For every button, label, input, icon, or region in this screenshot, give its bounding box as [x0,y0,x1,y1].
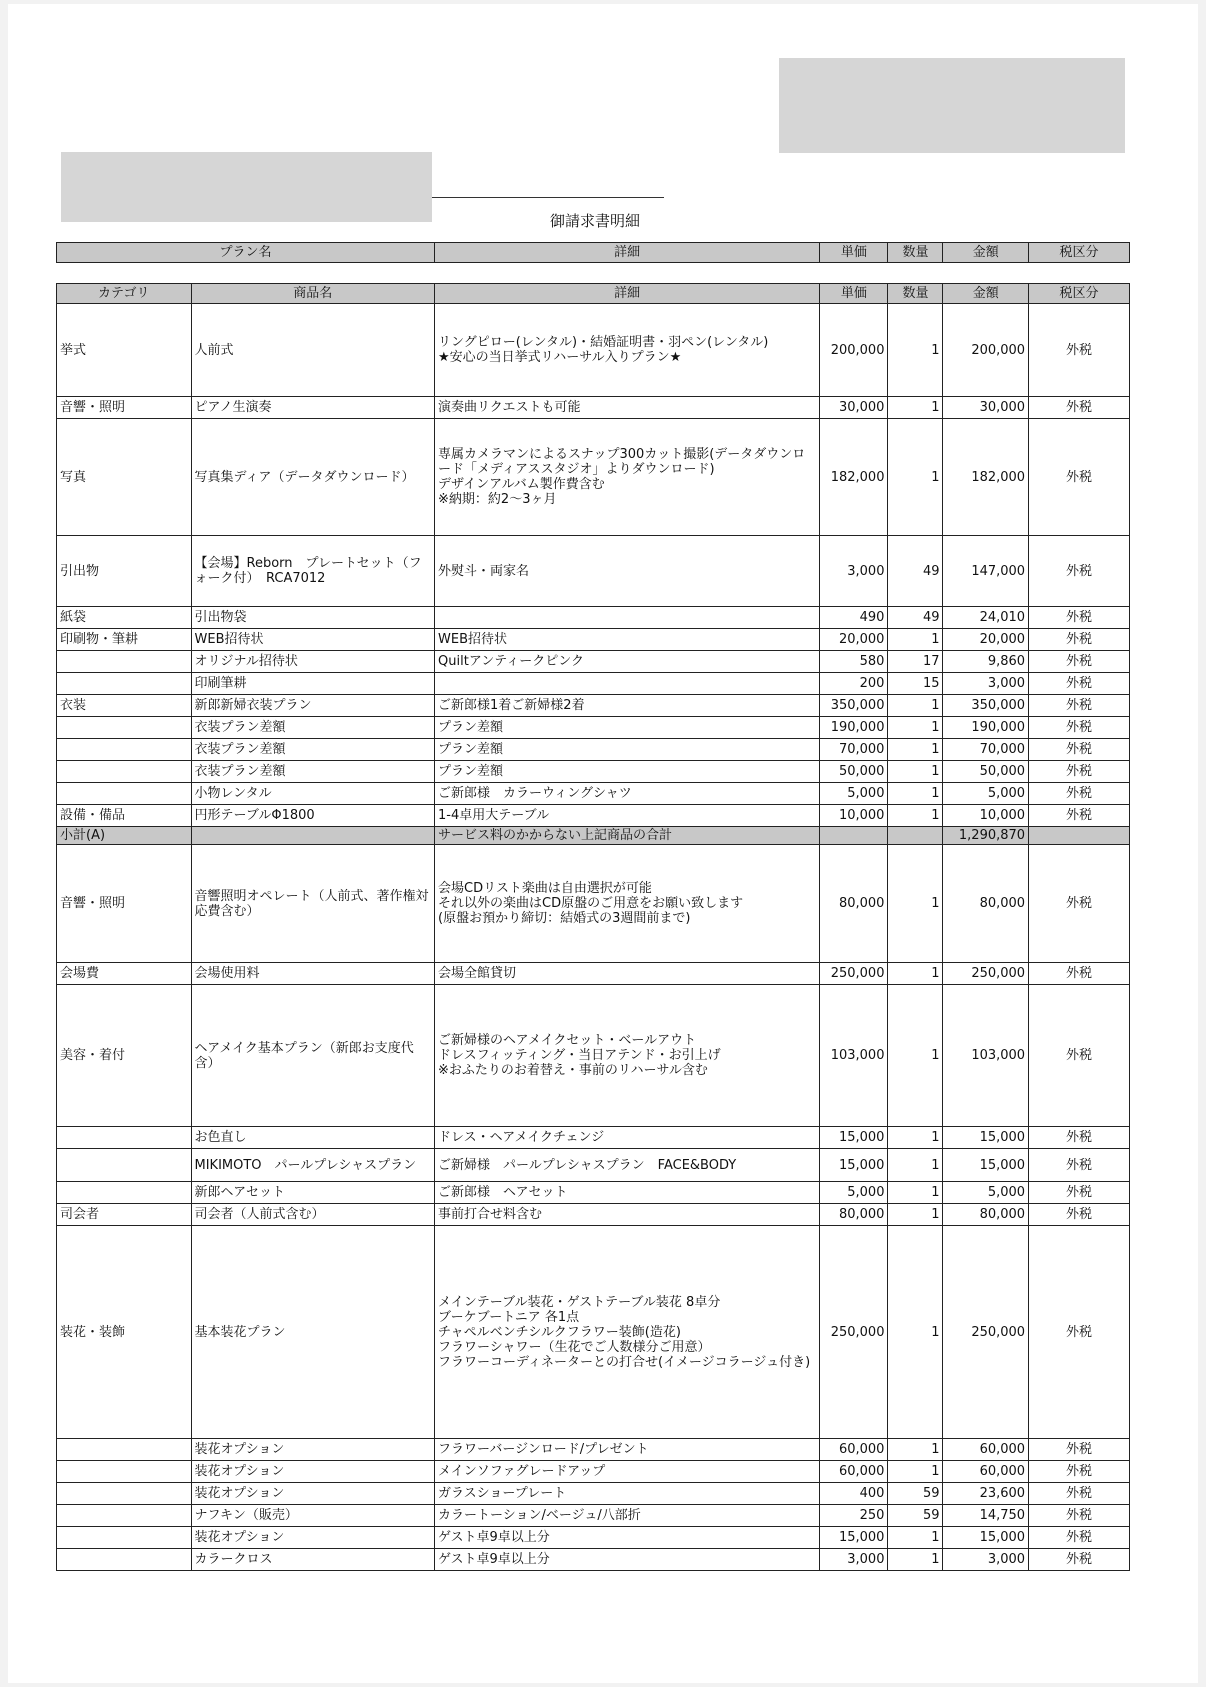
header-category: カテゴリ [57,284,192,304]
amount-cell: 10,000 [943,805,1029,827]
table-row [57,695,1130,717]
amount-cell: 30,000 [943,397,1029,419]
table-row [57,673,1130,695]
category-cell [57,1439,192,1461]
tax-type-cell: 外税 [1029,963,1130,985]
product-name-cell: 写真集ディア（データダウンロード） [191,419,435,536]
tax-type-cell: 外税 [1029,1149,1130,1182]
quantity-cell: 1 [888,397,943,419]
product-name-cell: 装花オプション [191,1483,435,1505]
detail-cell: 1-4卓用大テーブル [435,805,820,827]
unit-price-cell: 250,000 [820,963,888,985]
amount-cell: 15,000 [943,1127,1029,1149]
table-row [57,607,1130,629]
table-row [57,304,1130,397]
unit-price-cell: 580 [820,651,888,673]
unit-price-cell: 30,000 [820,397,888,419]
unit-price-cell: 350,000 [820,695,888,717]
detail-cell: ゲスト卓9卓以上分 [435,1549,820,1571]
redacted-customer-block [61,152,432,222]
amount-cell: 14,750 [943,1505,1029,1527]
tax-type-cell: 外税 [1029,1461,1130,1483]
detail-cell [435,607,820,629]
category-cell [57,1505,192,1527]
table-row [57,761,1130,783]
amount-cell: 250,000 [943,963,1029,985]
detail-cell: プラン差額 [435,761,820,783]
product-name-cell: WEB招待状 [191,629,435,651]
unit-price-cell: 10,000 [820,805,888,827]
quantity-cell: 1 [888,1149,943,1182]
unit-price-cell: 490 [820,607,888,629]
tax-type-cell: 外税 [1029,536,1130,607]
detail-cell: ガラスショープレート [435,1483,820,1505]
quantity-cell: 49 [888,536,943,607]
quantity-cell: 1 [888,419,943,536]
category-cell: 小計(A) [57,827,192,845]
tax-type-cell: 外税 [1029,419,1130,536]
detail-cell: ご新郎様 カラーウィングシャツ [435,783,820,805]
detail-cell: 専属カメラマンによるスナップ300カット撮影(データダウンロード「メディアススタジオ」よりダウンロード) デザインアルバム製作費含む ※納期：約2～3ヶ月 [435,419,820,536]
table-row [57,1182,1130,1204]
table-row [57,1549,1130,1571]
amount-cell: 147,000 [943,536,1029,607]
amount-cell: 3,000 [943,1549,1029,1571]
tax-type-cell [1029,827,1130,845]
name-underline [432,197,664,198]
quantity-cell: 1 [888,1127,943,1149]
product-name-cell: 小物レンタル [191,783,435,805]
tax-type-cell: 外税 [1029,783,1130,805]
category-cell: 写真 [57,419,192,536]
amount-cell: 60,000 [943,1439,1029,1461]
quantity-cell: 1 [888,304,943,397]
category-cell: 挙式 [57,304,192,397]
unit-price-cell: 103,000 [820,985,888,1127]
unit-price-cell: 5,000 [820,1182,888,1204]
amount-cell: 103,000 [943,985,1029,1127]
plan-header-row [57,243,1130,263]
quantity-cell: 1 [888,1461,943,1483]
tax-type-cell: 外税 [1029,397,1130,419]
header-tax-type: 税区分 [1029,243,1130,263]
amount-cell: 350,000 [943,695,1029,717]
quantity-cell: 1 [888,1549,943,1571]
table-row [57,1127,1130,1149]
table-row [57,651,1130,673]
unit-price-cell: 50,000 [820,761,888,783]
amount-cell: 50,000 [943,761,1029,783]
tax-type-cell: 外税 [1029,1483,1130,1505]
product-name-cell: 衣装プラン差額 [191,761,435,783]
tax-type-cell: 外税 [1029,805,1130,827]
detail-cell: 外熨斗・両家名 [435,536,820,607]
detail-cell: 会場全館貸切 [435,963,820,985]
quantity-cell: 1 [888,1182,943,1204]
quantity-cell: 1 [888,739,943,761]
amount-cell: 15,000 [943,1149,1029,1182]
header-amount: 金額 [943,284,1029,304]
category-cell [57,1483,192,1505]
amount-cell: 250,000 [943,1226,1029,1439]
unit-price-cell: 15,000 [820,1527,888,1549]
tax-type-cell: 外税 [1029,1204,1130,1226]
category-cell [57,761,192,783]
items-table [56,283,1130,1571]
unit-price-cell: 3,000 [820,536,888,607]
unit-price-cell: 15,000 [820,1127,888,1149]
product-name-cell: 司会者（人前式含む） [191,1204,435,1226]
quantity-cell: 1 [888,629,943,651]
tax-type-cell: 外税 [1029,629,1130,651]
header-amount: 金額 [943,243,1029,263]
detail-cell: ご新婦様のヘアメイクセット・ベールアウト ドレスフィッティング・当日アテンド・お引上げ ※おふたりのお着替え・事前のリハーサル含む [435,985,820,1127]
tax-type-cell: 外税 [1029,1182,1130,1204]
unit-price-cell: 200 [820,673,888,695]
quantity-cell: 1 [888,1527,943,1549]
tax-type-cell: 外税 [1029,304,1130,397]
detail-cell [435,673,820,695]
product-name-cell: オリジナル招待状 [191,651,435,673]
category-cell [57,1461,192,1483]
tax-type-cell: 外税 [1029,1549,1130,1571]
product-name-cell: 装花オプション [191,1461,435,1483]
unit-price-cell: 5,000 [820,783,888,805]
product-name-cell: MIKIMOTO パールプレシャスプラン [191,1149,435,1182]
unit-price-cell: 70,000 [820,739,888,761]
unit-price-cell: 200,000 [820,304,888,397]
unit-price-cell: 3,000 [820,1549,888,1571]
tax-type-cell: 外税 [1029,695,1130,717]
category-cell [57,783,192,805]
amount-cell: 200,000 [943,304,1029,397]
detail-cell: サービス料のかからない上記商品の合計 [435,827,820,845]
detail-cell: プラン差額 [435,717,820,739]
category-cell: 衣装 [57,695,192,717]
category-cell: 音響・照明 [57,845,192,963]
amount-cell: 5,000 [943,783,1029,805]
detail-cell: カラートーション/ベージュ/八部折 [435,1505,820,1527]
tax-type-cell: 外税 [1029,845,1130,963]
tax-type-cell: 外税 [1029,739,1130,761]
product-name-cell: 基本装花プラン [191,1226,435,1439]
amount-cell: 60,000 [943,1461,1029,1483]
product-name-cell: 【会場】Reborn プレートセット（フォーク付） RCA7012 [191,536,435,607]
tax-type-cell: 外税 [1029,1226,1130,1439]
amount-cell: 80,000 [943,1204,1029,1226]
product-name-cell: 印刷筆耕 [191,673,435,695]
category-cell [57,673,192,695]
unit-price-cell: 182,000 [820,419,888,536]
quantity-cell: 59 [888,1505,943,1527]
amount-cell: 23,600 [943,1483,1029,1505]
amount-cell: 20,000 [943,629,1029,651]
category-cell [57,651,192,673]
detail-cell: WEB招待状 [435,629,820,651]
category-cell: 引出物 [57,536,192,607]
amount-cell: 70,000 [943,739,1029,761]
category-cell [57,1549,192,1571]
unit-price-cell: 60,000 [820,1461,888,1483]
unit-price-cell: 190,000 [820,717,888,739]
amount-cell: 9,860 [943,651,1029,673]
table-row [57,1149,1130,1182]
product-name-cell: 新郎ヘアセット [191,1182,435,1204]
detail-cell: プラン差額 [435,739,820,761]
table-row [57,805,1130,827]
redacted-recipient-block [779,58,1125,153]
table-row [57,1204,1130,1226]
unit-price-cell: 250 [820,1505,888,1527]
header-unit-price: 単価 [820,284,888,304]
tax-type-cell: 外税 [1029,651,1130,673]
tax-type-cell: 外税 [1029,1439,1130,1461]
document-title: 御請求書明細 [549,212,640,230]
detail-cell: ご新婦様 パールプレシャスプラン FACE&BODY [435,1149,820,1182]
unit-price-cell: 400 [820,1483,888,1505]
product-name-cell: ナフキン（販売） [191,1505,435,1527]
quantity-cell: 1 [888,985,943,1127]
table-row [57,536,1130,607]
table-row [57,985,1130,1127]
header-quantity: 数量 [888,243,943,263]
quantity-cell: 1 [888,845,943,963]
category-cell: 司会者 [57,1204,192,1226]
product-name-cell: 音響照明オペレート（人前式、著作権対応費含む） [191,845,435,963]
quantity-cell: 1 [888,695,943,717]
amount-cell: 15,000 [943,1527,1029,1549]
detail-cell: フラワーバージンロード/プレゼント [435,1439,820,1461]
tax-type-cell: 外税 [1029,761,1130,783]
quantity-cell: 49 [888,607,943,629]
category-cell [57,739,192,761]
category-cell: 設備・備品 [57,805,192,827]
amount-cell: 24,010 [943,607,1029,629]
items-header-row [57,284,1130,304]
amount-cell: 182,000 [943,419,1029,536]
amount-cell: 5,000 [943,1182,1029,1204]
tax-type-cell: 外税 [1029,985,1130,1127]
amount-cell: 3,000 [943,673,1029,695]
table-row [57,397,1130,419]
tax-type-cell: 外税 [1029,1127,1130,1149]
product-name-cell: 衣装プラン差額 [191,717,435,739]
product-name-cell: 人前式 [191,304,435,397]
header-quantity: 数量 [888,284,943,304]
product-name-cell: 装花オプション [191,1439,435,1461]
header-tax-type: 税区分 [1029,284,1130,304]
unit-price-cell: 20,000 [820,629,888,651]
product-name-cell [191,827,435,845]
category-cell: 紙袋 [57,607,192,629]
detail-cell: 会場CDリスト楽曲は自由選択が可能 それ以外の楽曲はCD原盤のご用意をお願い致します (原盤お預かり締切：結婚式の3週間前まで) [435,845,820,963]
table-row [57,1505,1130,1527]
detail-cell: リングピロー(レンタル)・結婚証明書・羽ペン(レンタル) ★安心の当日挙式リハーサル入りプラン★ [435,304,820,397]
table-row [57,1461,1130,1483]
category-cell [57,1149,192,1182]
category-cell: 装花・装飾 [57,1226,192,1439]
product-name-cell: ヘアメイク基本プラン（新郎お支度代含） [191,985,435,1127]
table-row [57,1226,1130,1439]
detail-cell: ご新郎様1着ご新婦様2着 [435,695,820,717]
header-plan-name: プラン名 [57,243,435,263]
quantity-cell: 15 [888,673,943,695]
detail-cell: メインソファグレードアップ [435,1461,820,1483]
subtotal-row [57,827,1130,845]
table-row [57,629,1130,651]
quantity-cell: 17 [888,651,943,673]
quantity-cell: 1 [888,805,943,827]
tax-type-cell: 外税 [1029,1527,1130,1549]
unit-price-cell: 60,000 [820,1439,888,1461]
table-row [57,1527,1130,1549]
product-name-cell: 引出物袋 [191,607,435,629]
amount-cell: 190,000 [943,717,1029,739]
detail-cell: ドレス・ヘアメイクチェンジ [435,1127,820,1149]
tax-type-cell: 外税 [1029,717,1130,739]
category-cell [57,1527,192,1549]
header-product-name: 商品名 [191,284,435,304]
product-name-cell: 衣装プラン差額 [191,739,435,761]
product-name-cell: お色直し [191,1127,435,1149]
detail-cell: 事前打合せ料含む [435,1204,820,1226]
detail-cell: 演奏曲リクエストも可能 [435,397,820,419]
quantity-cell: 1 [888,717,943,739]
table-row [57,739,1130,761]
detail-cell: ゲスト卓9卓以上分 [435,1527,820,1549]
table-row [57,1483,1130,1505]
product-name-cell: 装花オプション [191,1527,435,1549]
detail-cell: メインテーブル装花・ゲストテーブル装花 8卓分 ブーケブートニア 各1点 チャペルベンチシルクフラワー装飾(造花) フラワーシャワー（生花でご人数様分ご用意） フラワーコーディネーターとの打合せ(イメージコラージュ付き) [435,1226,820,1439]
header-detail: 詳細 [435,243,820,263]
unit-price-cell: 80,000 [820,845,888,963]
product-name-cell: カラークロス [191,1549,435,1571]
quantity-cell: 1 [888,783,943,805]
amount-cell: 1,290,870 [943,827,1029,845]
product-name-cell: ピアノ生演奏 [191,397,435,419]
quantity-cell: 59 [888,1483,943,1505]
category-cell [57,1127,192,1149]
table-row [57,419,1130,536]
product-name-cell: 会場使用料 [191,963,435,985]
amount-cell: 80,000 [943,845,1029,963]
category-cell [57,1182,192,1204]
category-cell: 会場費 [57,963,192,985]
table-row [57,845,1130,963]
quantity-cell: 1 [888,1439,943,1461]
quantity-cell: 1 [888,1226,943,1439]
table-row [57,783,1130,805]
header-unit-price: 単価 [820,243,888,263]
plan-header-table [56,242,1130,263]
table-row [57,717,1130,739]
detail-cell: ご新郎様 ヘアセット [435,1182,820,1204]
category-cell: 印刷物・筆耕 [57,629,192,651]
category-cell [57,717,192,739]
header-detail: 詳細 [435,284,820,304]
quantity-cell [888,827,943,845]
category-cell: 美容・着付 [57,985,192,1127]
table-row [57,1439,1130,1461]
product-name-cell: 新郎新婦衣装プラン [191,695,435,717]
category-cell: 音響・照明 [57,397,192,419]
quantity-cell: 1 [888,1204,943,1226]
quantity-cell: 1 [888,963,943,985]
product-name-cell: 円形テーブルΦ1800 [191,805,435,827]
unit-price-cell: 250,000 [820,1226,888,1439]
detail-cell: Quiltアンティークピンク [435,651,820,673]
unit-price-cell [820,827,888,845]
quantity-cell: 1 [888,761,943,783]
unit-price-cell: 15,000 [820,1149,888,1182]
tax-type-cell: 外税 [1029,673,1130,695]
table-row [57,963,1130,985]
tax-type-cell: 外税 [1029,1505,1130,1527]
unit-price-cell: 80,000 [820,1204,888,1226]
tax-type-cell: 外税 [1029,607,1130,629]
